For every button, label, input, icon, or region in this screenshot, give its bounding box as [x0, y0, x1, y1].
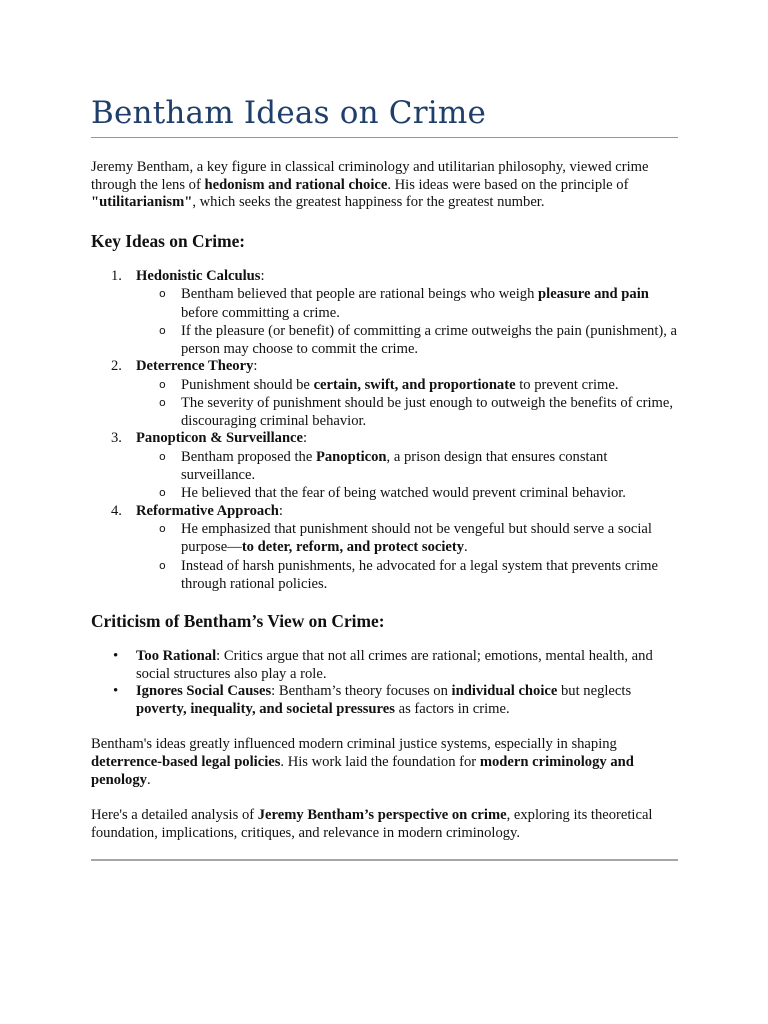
sub-bold: certain, swift, and proportionate: [313, 376, 516, 393]
intro-text-2: . His ideas were based on the principle of: [387, 176, 629, 193]
criticism-item: [91, 683, 678, 718]
para2-text-1: Bentham's ideas greatly influenced modern criminal justice systems, especially in shaping: [91, 736, 617, 753]
sub-item: [136, 557, 678, 593]
intro-bold-1: hedonism and rational choice: [204, 176, 388, 193]
sub-text-1: Bentham believed that people are rational beings who weigh: [181, 286, 539, 303]
sub-text-1: The severity of punishment should be just enough to outweigh the benefits of crime, discouraging criminal behavior.: [181, 394, 674, 430]
idea-number: 3.: [111, 430, 122, 447]
sub-bold: Panopticon: [315, 448, 387, 465]
idea-sub-list: [136, 520, 678, 593]
sub-text-1: He emphasized that punishment should not be vengeful but should serve a social purpose—: [181, 521, 652, 556]
intro-text-1: Jeremy Bentham, a key figure in classical criminology and utilitarian philosophy, viewed crime through the lens of: [91, 159, 649, 193]
sub-text-2: .: [464, 539, 468, 556]
para2-bold-1: deterrence-based legal policies: [91, 753, 281, 770]
bullet-dot: •: [113, 648, 119, 664]
criticism-bold-2: individual choice: [451, 683, 558, 700]
intro-text-3: , which seeks the greatest happiness for the greatest number.: [192, 194, 545, 211]
sub-bullet: o: [159, 323, 166, 337]
idea-colon: :: [260, 267, 265, 284]
para2-text-2: . His work laid the foundation for: [280, 753, 480, 770]
sub-item: [136, 484, 678, 502]
idea-title: Panopticon & Surveillance: [136, 430, 304, 447]
sub-bullet: o: [159, 558, 166, 572]
sub-text-1: Instead of harsh punishments, he advocated for a legal system that prevents crime through rational policies.: [181, 557, 658, 592]
sub-bullet: o: [159, 486, 166, 500]
criticism-item: [91, 648, 678, 683]
sub-text-1: He believed that the fear of being watched would prevent criminal behavior.: [181, 485, 626, 502]
criticism-text-1: : Critics argue that not all crimes are rational; emotions, mental health, and social structures also play a role.: [136, 648, 653, 682]
criticism-title: Ignores Social Causes: [136, 683, 272, 700]
sub-item: [136, 520, 678, 556]
key-ideas-list: [91, 268, 678, 593]
criticism-text-3: as factors in crime.: [394, 700, 510, 717]
intro-bold-2: "utilitarianism": [91, 194, 193, 211]
idea-title: Deterrence Theory: [136, 358, 254, 375]
criticism-text-1: : Bentham’s theory focuses on: [271, 683, 452, 700]
idea-title: Reformative Approach: [136, 502, 279, 519]
sub-bold: to deter, reform, and protect society: [241, 539, 465, 556]
criticism-heading: Criticism of Bentham’s View on Crime:: [91, 611, 385, 631]
idea-sub-list: [136, 285, 678, 358]
idea-colon: :: [303, 430, 308, 447]
criticism-list: [91, 648, 678, 718]
sub-bullet: o: [159, 287, 166, 301]
sub-bullet: o: [159, 522, 166, 536]
idea-sub-list: [136, 448, 678, 503]
idea-number: 1.: [111, 267, 122, 284]
sub-text-1: Punishment should be: [181, 376, 314, 393]
idea-number: 4.: [111, 502, 122, 519]
idea-colon: :: [278, 502, 283, 519]
sub-item: [136, 285, 678, 321]
page-title: Bentham Ideas on Crime: [91, 95, 487, 131]
criticism-text-2: but neglects: [557, 683, 632, 700]
sub-item: [136, 322, 678, 358]
sub-bullet: o: [159, 377, 166, 391]
idea-colon: :: [253, 358, 258, 375]
analysis-paragraph: [91, 807, 678, 842]
sub-item: [136, 376, 678, 394]
idea-item: [91, 503, 678, 593]
idea-item: [91, 268, 678, 358]
criticism-title: Too Rational: [136, 648, 217, 664]
sub-bullet: o: [159, 395, 166, 409]
idea-sub-list: [136, 376, 678, 431]
intro-paragraph: [91, 159, 678, 212]
title-underline: [91, 137, 678, 138]
sub-item: [136, 394, 678, 430]
influence-paragraph: [91, 736, 678, 789]
sub-text-1: If the pleasure (or benefit) of committing a crime outweighs the pain (punishment), a person may choose to commit the crime.: [181, 322, 678, 357]
para3-bold-1: Jeremy Bentham’s perspective on crime: [257, 807, 507, 824]
para3-text-2: , exploring its theoretical foundation, implications, critiques, and relevance in modern criminology.: [91, 807, 653, 841]
bullet-dot: •: [113, 683, 119, 700]
idea-item: [91, 358, 678, 430]
sub-item: [136, 448, 678, 484]
idea-item: [91, 430, 678, 502]
sub-bullet: o: [159, 449, 166, 463]
sub-text-2: to prevent crime.: [515, 376, 619, 393]
para2-text-3: .: [146, 771, 151, 788]
idea-title: Hedonistic Calculus: [136, 267, 261, 284]
sub-text-2: , a prison design that ensures constant surveillance.: [181, 448, 608, 484]
criticism-bold-3: poverty, inequality, and societal pressures: [136, 700, 395, 717]
para2-bold-2: modern criminology and penology: [91, 753, 634, 788]
para3-text-1: Here's a detailed analysis of: [91, 807, 258, 824]
sub-text-2: before committing a crime.: [181, 304, 340, 321]
idea-number: 2.: [111, 358, 122, 375]
sub-bold: pleasure and pain: [538, 286, 649, 303]
key-ideas-heading: Key Ideas on Crime:: [91, 230, 246, 251]
horizontal-rule: [91, 859, 678, 861]
sub-text-1: Bentham proposed the: [181, 448, 316, 465]
document-page: [91, 0, 678, 861]
